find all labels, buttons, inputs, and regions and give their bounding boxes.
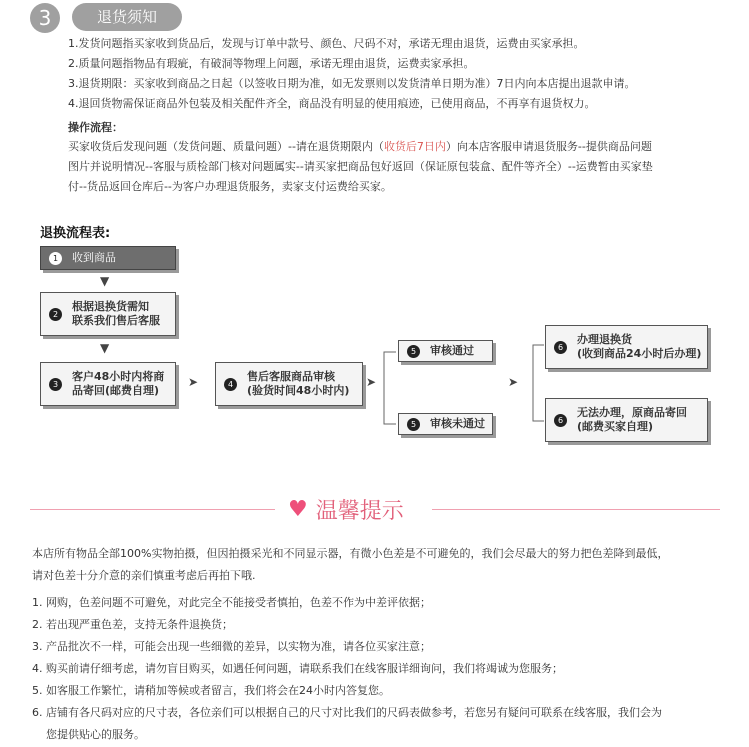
tips-item: 5. 如客服工作繁忙，请稍加等候或者留言，我们将会在24小时内答复您。 bbox=[32, 684, 390, 697]
process-deadline: 收货后7日内 bbox=[383, 140, 446, 153]
process-line-3: 付--货品返回仓库后--为客户办理退货服务，卖家支付运费给买家。 bbox=[68, 180, 392, 193]
tips-intro bbox=[32, 543, 668, 587]
process-line-1a: 买家收货后发现问题（发货问题、质量问题）--请在退货期限内（ bbox=[68, 140, 384, 153]
flow-step-approved bbox=[398, 340, 493, 362]
process-line-1 bbox=[68, 137, 652, 157]
step-line: (邮费买家自理) bbox=[577, 420, 654, 433]
tips-item: 2. 若出现严重色差，支持无条件退换货； bbox=[32, 618, 233, 631]
tips-item-cont: 您提供贴心的服务。 bbox=[46, 728, 145, 741]
flow-step-process-exchange bbox=[545, 325, 708, 369]
branch-bracket bbox=[378, 340, 398, 436]
arrow-down-icon: ▼ bbox=[100, 341, 110, 355]
step-num: 4 bbox=[224, 378, 237, 391]
arrow-right-icon: ➤ bbox=[508, 375, 519, 389]
step-num: 5 bbox=[407, 345, 420, 358]
step-num: 6 bbox=[554, 414, 567, 427]
flow-step-return bbox=[40, 362, 176, 406]
arrow-down-icon: ▼ bbox=[100, 274, 110, 288]
branch-bracket bbox=[528, 325, 546, 445]
step-line: 客户48小时内将商 bbox=[72, 370, 165, 383]
tips-title: 温馨提示 bbox=[315, 499, 404, 524]
tips-heading bbox=[288, 494, 404, 525]
tips-intro-line: 请对色差十分介意的亲们慎重考虑后再拍下哦. bbox=[32, 569, 256, 582]
step-number-badge: 3 bbox=[30, 3, 60, 33]
arrow-right-icon: ➤ bbox=[366, 375, 377, 389]
rule-1: 1.发货问题指买家收到货品后，发现与订单中款号、颜色、尺码不对，承诺无理由退货，运费由买家承担。 bbox=[68, 37, 585, 50]
tips-item: 4. 购买前请仔细考虑，请勿盲目购买，如遇任何问题，请联系我们在线客服详细询问，我们将竭诚为您服务； bbox=[32, 662, 563, 675]
flow-step-rejected bbox=[398, 413, 493, 435]
step-line: 办理退换货 bbox=[577, 333, 632, 346]
tips-list bbox=[32, 592, 662, 746]
step-line: (验货时间48小时内) bbox=[247, 384, 350, 397]
tips-item: 1. 网购，色差问题不可避免，对此完全不能接受者慎拍，色差不作为中差评依据； bbox=[32, 596, 431, 609]
step-line: (收到商品24小时后办理) bbox=[577, 347, 702, 360]
process-line-1b: ）向本店客服申请退货服务--提供商品问题 bbox=[445, 140, 652, 153]
section-title: 退货须知 bbox=[72, 3, 182, 31]
step-line: 联系我们售后客服 bbox=[72, 314, 160, 327]
step-num: 2 bbox=[49, 308, 62, 321]
step-text: 审核通过 bbox=[430, 344, 474, 357]
heart-icon: ♥ bbox=[288, 497, 308, 522]
arrow-right-icon: ➤ bbox=[188, 375, 199, 389]
tips-item: 6. 店铺有各尺码对应的尺寸表，各位亲们可以根据自己的尺寸对比我们的尺码表做参考，若您另有疑问可联系在线客服，我们会为 bbox=[32, 706, 662, 719]
step-line: 售后客服商品审核 bbox=[247, 370, 335, 383]
tips-item: 3. 产品批次不一样，可能会出现一些细微的差异，以实物为准，请各位买家注意； bbox=[32, 640, 431, 653]
step-line: 无法办理，原商品寄回 bbox=[577, 406, 687, 419]
divider-right bbox=[432, 509, 720, 510]
step-text: 审核未通过 bbox=[430, 417, 485, 430]
divider-left bbox=[30, 509, 275, 510]
step-text: 收到商品 bbox=[72, 251, 116, 264]
process-line-2: 图片并说明情况--客服与质检部门核对问题属实--请买家把商品包好返回（保证原包装盒、配件等齐全）--运费暂由买家垫 bbox=[68, 160, 653, 173]
step-num: 1 bbox=[49, 252, 62, 265]
step-num: 5 bbox=[407, 418, 420, 431]
flow-step-receive bbox=[40, 246, 176, 270]
rule-3: 3.退货期限：买家收到商品之日起（以签收日期为准，如无发票则以发货清单日期为准）7日内向本店提出退款申请。 bbox=[68, 77, 636, 90]
process-label: 操作流程： bbox=[68, 121, 123, 134]
rule-2: 2.质量问题指物品有瑕疵，有破洞等物理上问题，承诺无理由退货，运费卖家承担。 bbox=[68, 57, 475, 70]
step-line: 品寄回(邮费自理) bbox=[72, 384, 160, 397]
rule-4: 4.退回货物需保证商品外包装及相关配件齐全，商品没有明显的使用痕迹，已使用商品，不再享有退货权力。 bbox=[68, 97, 596, 110]
flow-step-contact bbox=[40, 292, 176, 336]
flow-title: 退换流程表: bbox=[40, 226, 111, 241]
tips-intro-line: 本店所有物品全部100%实物拍摄，但因拍摄采光和不同显示器，有微小色差是不可避免的，我们会尽最大的努力把色差降到最低， bbox=[32, 547, 669, 560]
step-line: 根据退换货需知 bbox=[72, 300, 149, 313]
flow-step-review bbox=[215, 362, 363, 406]
flow-step-cannot-process bbox=[545, 398, 708, 442]
step-num: 3 bbox=[49, 378, 62, 391]
step-num: 6 bbox=[554, 341, 567, 354]
